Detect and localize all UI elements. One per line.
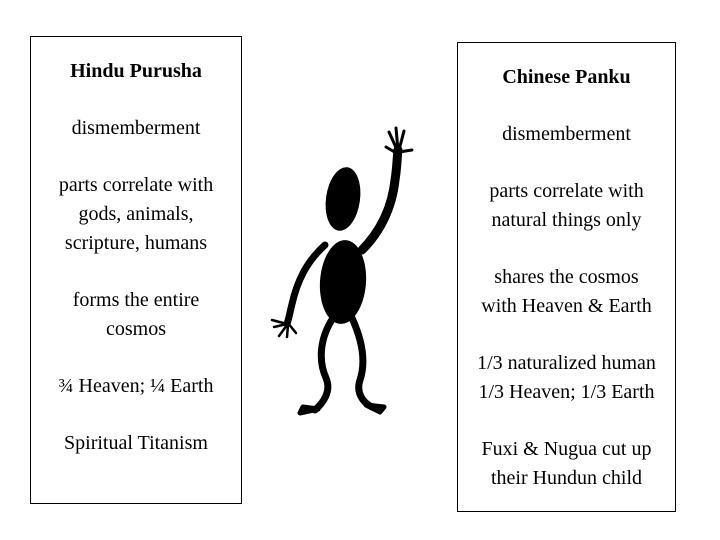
figure-right-hand <box>386 128 412 154</box>
figure-head <box>322 165 365 233</box>
panku-item-5-line-2: their Hundun child <box>490 467 643 489</box>
figure-left-leg <box>315 318 333 410</box>
panku-item-2-line-2: natural things only <box>491 209 642 231</box>
figure-left-arm <box>287 245 325 324</box>
panku-item-3-line-2: with Heaven & Earth <box>481 295 652 317</box>
stick-figure-waving-icon <box>262 118 447 423</box>
figure-right-arm <box>362 150 398 250</box>
figure-right-foot <box>366 405 384 412</box>
figure-right-leg <box>352 318 372 407</box>
figure-left-hand <box>272 320 296 337</box>
panku-item-1-line-1: dismemberment <box>502 123 631 145</box>
purusha-panel <box>30 36 242 504</box>
panku-item-2-line-1: parts correlate with <box>489 180 644 202</box>
purusha-item-3-line-2: cosmos <box>106 318 166 340</box>
purusha-item-3-line-1: forms the entire <box>72 289 200 311</box>
purusha-item-4-line-1: ¾ Heaven; ¼ Earth <box>58 375 214 397</box>
panku-title: Chinese Panku <box>502 66 631 88</box>
panku-item-4-line-1: 1/3 naturalized human <box>477 352 656 374</box>
purusha-item-2-line-1: parts correlate with <box>58 174 214 196</box>
purusha-item-2-line-2: gods, animals, <box>78 203 194 225</box>
panku-panel <box>457 42 676 512</box>
purusha-title: Hindu Purusha <box>70 60 202 82</box>
purusha-item-2-line-3: scripture, humans <box>64 232 208 254</box>
purusha-item-5-line-1: Spiritual Titanism <box>64 432 208 454</box>
purusha-item-1-line-1: dismemberment <box>71 117 201 139</box>
panku-item-3-line-1: shares the cosmos <box>494 266 639 288</box>
panku-item-4-line-2: 1/3 Heaven; 1/3 Earth <box>478 381 655 403</box>
figure-left-foot <box>300 407 318 413</box>
panku-item-5-line-1: Fuxi & Nugua cut up <box>481 438 652 460</box>
